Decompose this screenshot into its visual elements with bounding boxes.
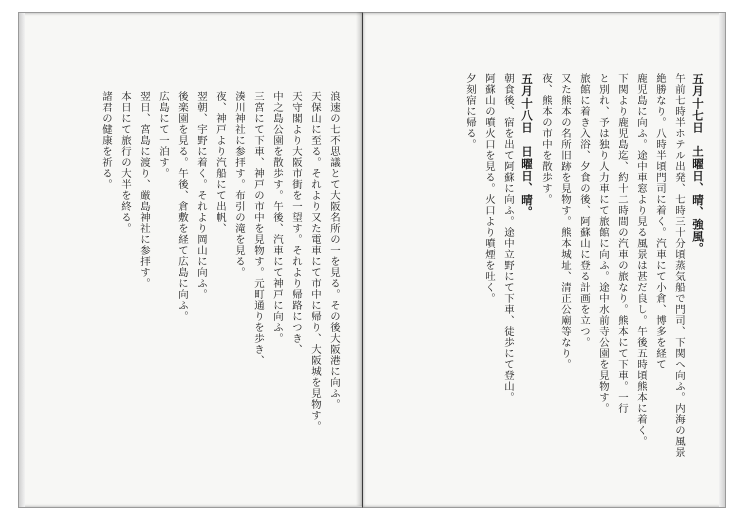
right-page-text: [460, 73, 707, 493]
text-line: 翌日、宮島に渡り、厳島神社に参拝す。: [138, 91, 150, 289]
text-line: 下関より鹿児島迄、約十二時間の汽車の旅なり。熊本にて下車。一行: [616, 73, 628, 414]
text-line: 朝食後、宿を出て阿蘇に向ふ。途中立野にて下車、徒歩にて登山。: [502, 73, 514, 403]
text-line: 天守閣より大阪市街を一望す。それより帰路につき、: [290, 91, 302, 355]
text-line: 夕刻宿に帰る。: [464, 73, 476, 150]
text-line: 夜、神戸より汽船にて出帆、: [214, 91, 226, 234]
text-line: 鹿児島に向ふ。途中車窓より見る風景は甚だ良し。午後五時頃熊本に着く。: [635, 73, 647, 447]
text-line: 湊川神社に参拝す。布引の滝を見る。: [233, 91, 245, 278]
date-heading: 五月十七日 土曜日、晴、強風。: [691, 73, 705, 255]
text-line: 広島にて一泊す。: [157, 91, 169, 179]
left-page-edge: [19, 13, 25, 507]
text-line: 後楽園を見る。午後、倉敷を経て広島に向ふ。: [176, 91, 188, 322]
text-line: 本日にて旅行の大半を終る。: [119, 91, 131, 234]
text-line: 三宮にて下車、神戸の市中を見物す。元町通りを歩き、: [252, 91, 264, 366]
text-line: と別れ、予は独り人力車にて旅館に向ふ。途中水前寺公園を見物す。: [597, 73, 609, 414]
text-line: 阿蘇山の噴火口を見る。火口より噴煙を吐く。: [483, 73, 495, 304]
left-page-text: [96, 91, 343, 481]
text-line: 翌朝、宇野に着く。それより岡山に向ふ。: [195, 91, 207, 300]
text-line: 中之島公園を散歩す。午後、汽車にて神戸に向ふ。: [271, 91, 283, 344]
text-line: 旅館に着き入浴、夕食の後、阿蘇山に登る計画を立つ。: [578, 73, 590, 348]
text-line: 又た熊本の名所旧跡を見物す。熊本城址、清正公廟等なり。: [559, 73, 571, 370]
left-page: [18, 12, 363, 508]
right-page-edge: [719, 13, 725, 507]
date-heading: 五月十八日 日曜日、晴。: [520, 73, 534, 219]
text-line: 天保山に至る。それより又た電車にて市中に帰り、大阪城を見物す。: [309, 91, 321, 432]
text-line: 諸君の健康を祈る。: [100, 91, 112, 190]
right-page: [362, 12, 726, 508]
text-line: 夜、熊本の市中を散歩す。: [540, 73, 552, 205]
text-line: 絶勝なり。八時半頃門司に着く。汽車にて小倉、博多を経て: [654, 73, 666, 370]
text-line: 浪速の七不思議とて大阪名所の一を見る。その後大阪港に向ふ。: [328, 91, 340, 410]
text-line: 午前七時半ホテル出発、七時三十分頃蒸気船で門司、下関へ向ふ。内海の風景: [673, 73, 685, 458]
